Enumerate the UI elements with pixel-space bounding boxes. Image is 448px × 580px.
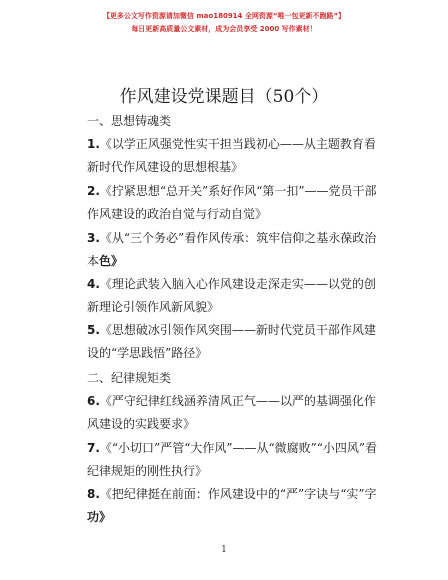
list-item: [87, 437, 377, 483]
item-text: 《从“三个务必”看作风传承：筑牢信仰之基永葆政治本: [87, 231, 377, 268]
item-text: 《把纪律挺在前面：作风建设中的“严”字诀与“实”字: [99, 487, 377, 501]
item-text: 《理论武装入脑入心作风建设走深走实——以党的创新理论引领作风新风貌》: [87, 277, 376, 314]
promo-banner-line1: 【更多公文写作资源请加微信 mao180914 全网资源“唯一包更新不跑路”】: [102, 12, 346, 20]
item-text: 《“小切口”严管“大作风”——从“微腐败”“小四风”看纪律规矩的刚性执行》: [87, 441, 378, 478]
item-number: 5.: [87, 323, 100, 337]
item-text-tail: 功》: [87, 510, 112, 524]
page-title: 作风建设党课题目（50个）: [119, 87, 329, 107]
item-number: 2.: [87, 184, 100, 198]
page-number: 1: [221, 545, 227, 555]
list-item: [87, 133, 377, 179]
list-item: [87, 180, 377, 226]
item-text: 《严守纪律红线涵养清风正气——以严的基调强化作风建设的实践要求》: [87, 394, 376, 431]
item-number: 8.: [87, 487, 100, 501]
item-number: 6.: [87, 394, 100, 408]
promo-banner-line2: 每日更新高质量公文素材，成为会员享受 2000 写作素材！: [131, 25, 317, 33]
list-item: [87, 319, 377, 365]
list-item: [87, 273, 377, 319]
list-item: [87, 483, 377, 529]
list-item: [87, 227, 377, 273]
section-heading: 一、思想铸魂类: [87, 114, 172, 128]
item-number: 4.: [87, 277, 100, 291]
section-heading: 二、纪律规矩类: [87, 371, 172, 385]
item-text: 《以学正风强党性实干担当践初心——从主题教育看新时代作风建设的思想根基》: [87, 137, 376, 174]
item-text-tail: 色》: [99, 254, 124, 268]
item-number: 3.: [87, 231, 100, 245]
item-number: 1.: [87, 137, 100, 151]
item-text: 《拧紧思想“总开关”系好作风“第一扣”——党员干部作风建设的政治自觉与行动自觉》: [87, 184, 377, 221]
list-item: [87, 390, 377, 436]
item-text: 《思想破冰引领作风突围——新时代党员干部作风建设的“学思践悟”路径》: [87, 323, 376, 360]
item-number: 7.: [87, 441, 100, 455]
